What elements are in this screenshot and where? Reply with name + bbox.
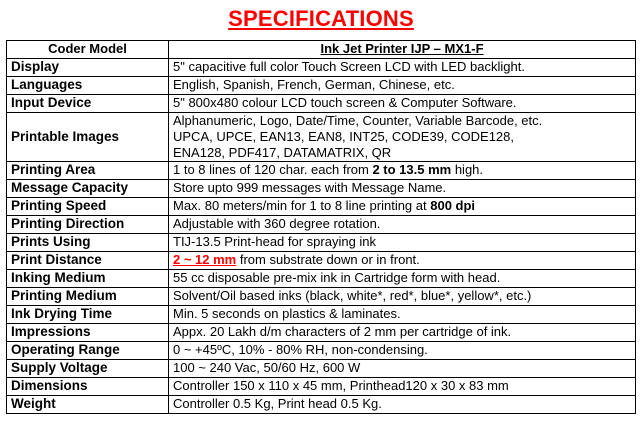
spec-value: Min. 5 seconds on plastics & laminates. xyxy=(169,306,636,324)
spec-row-printing-area xyxy=(7,162,636,180)
spec-value: TIJ-13.5 Print-head for spraying ink xyxy=(169,234,636,252)
spec-label: Supply Voltage xyxy=(7,360,169,378)
spec-row-languages xyxy=(7,77,636,95)
spec-row-supply-voltage xyxy=(7,360,636,378)
spec-label: Message Capacity xyxy=(7,180,169,198)
spec-value: Store upto 999 messages with Message Name. xyxy=(169,180,636,198)
spec-value xyxy=(169,113,636,162)
spec-row-inking-medium xyxy=(7,270,636,288)
spec-value-line: Alphanumeric, Logo, Date/Time, Counter, Variable Barcode, etc. xyxy=(173,113,543,128)
spec-row-printing-medium xyxy=(7,288,636,306)
spec-value-text: Max. 80 meters/min for 1 to 8 line printing at xyxy=(173,198,431,213)
table-header-row xyxy=(7,41,636,59)
spec-value: Adjustable with 360 degree rotation. xyxy=(169,216,636,234)
spec-row-printable-images xyxy=(7,113,636,162)
spec-label: Input Device xyxy=(7,95,169,113)
spec-label: Printing Speed xyxy=(7,198,169,216)
spec-value: Appx. 20 Lakh d/m characters of 2 mm per cartridge of ink. xyxy=(169,324,636,342)
spec-label: Operating Range xyxy=(7,342,169,360)
spec-value-emphasis: 2 to 13.5 mm xyxy=(372,162,452,177)
spec-value xyxy=(169,162,636,180)
specifications-table xyxy=(6,40,636,414)
spec-value-text: high. xyxy=(451,162,484,177)
page-title: SPECIFICATIONS xyxy=(228,6,414,31)
spec-label: Print Distance xyxy=(7,252,169,270)
spec-value-emphasis: 800 dpi xyxy=(430,198,476,213)
spec-row-weight xyxy=(7,396,636,414)
spec-row-printing-speed xyxy=(7,198,636,216)
spec-value xyxy=(169,252,636,270)
spec-label: Display xyxy=(7,59,169,77)
spec-label: Weight xyxy=(7,396,169,414)
spec-label: Printing Area xyxy=(7,162,169,180)
spec-value: 100 ~ 240 Vac, 50/60 Hz, 600 W xyxy=(169,360,636,378)
spec-row-prints-using xyxy=(7,234,636,252)
coder-model-header: Coder Model xyxy=(7,41,169,59)
spec-value-line: ENA128, PDF417, DATAMATRIX, QR xyxy=(173,145,392,160)
spec-value: Solvent/Oil based inks (black, white*, red*, blue*, yellow*, etc.) xyxy=(169,288,636,306)
spec-label: Printing Direction xyxy=(7,216,169,234)
spec-value: Controller 150 x 110 x 45 mm, Printhead120 x 30 x 83 mm xyxy=(169,378,636,396)
spec-label: Ink Drying Time xyxy=(7,306,169,324)
spec-row-operating-range xyxy=(7,342,636,360)
spec-label: Printable Images xyxy=(7,113,169,162)
model-name-header: Ink Jet Printer IJP – MX1-F xyxy=(169,41,636,59)
spec-row-message-capacity xyxy=(7,180,636,198)
spec-value-highlight: 2 ~ 12 mm xyxy=(173,252,237,267)
spec-row-dimensions xyxy=(7,378,636,396)
spec-row-input-device xyxy=(7,95,636,113)
spec-value: 55 cc disposable pre-mix ink in Cartridge form with head. xyxy=(169,270,636,288)
spec-value-line: UPCA, UPCE, EAN13, EAN8, INT25, CODE39, CODE128, xyxy=(173,129,515,144)
spec-row-impressions xyxy=(7,324,636,342)
spec-label: Inking Medium xyxy=(7,270,169,288)
spec-label: Prints Using xyxy=(7,234,169,252)
spec-value: Controller 0.5 Kg, Print head 0.5 Kg. xyxy=(169,396,636,414)
spec-value xyxy=(169,198,636,216)
spec-label: Impressions xyxy=(7,324,169,342)
spec-label: Printing Medium xyxy=(7,288,169,306)
spec-value: 5" capacitive full color Touch Screen LCD with LED backlight. xyxy=(169,59,636,77)
spec-row-print-distance xyxy=(7,252,636,270)
spec-value: 0 ~ +45ºC, 10% - 80% RH, non-condensing. xyxy=(169,342,636,360)
spec-row-display xyxy=(7,59,636,77)
spec-label: Languages xyxy=(7,77,169,95)
spec-value-text: from substrate down or in front. xyxy=(236,252,420,267)
spec-value: 5" 800x480 colour LCD touch screen & Computer Software. xyxy=(169,95,636,113)
spec-row-printing-direction xyxy=(7,216,636,234)
spec-value-text: 1 to 8 lines of 120 char. each from xyxy=(173,162,373,177)
spec-label: Dimensions xyxy=(7,378,169,396)
spec-value: English, Spanish, French, German, Chinese, etc. xyxy=(169,77,636,95)
spec-row-ink-drying-time xyxy=(7,306,636,324)
